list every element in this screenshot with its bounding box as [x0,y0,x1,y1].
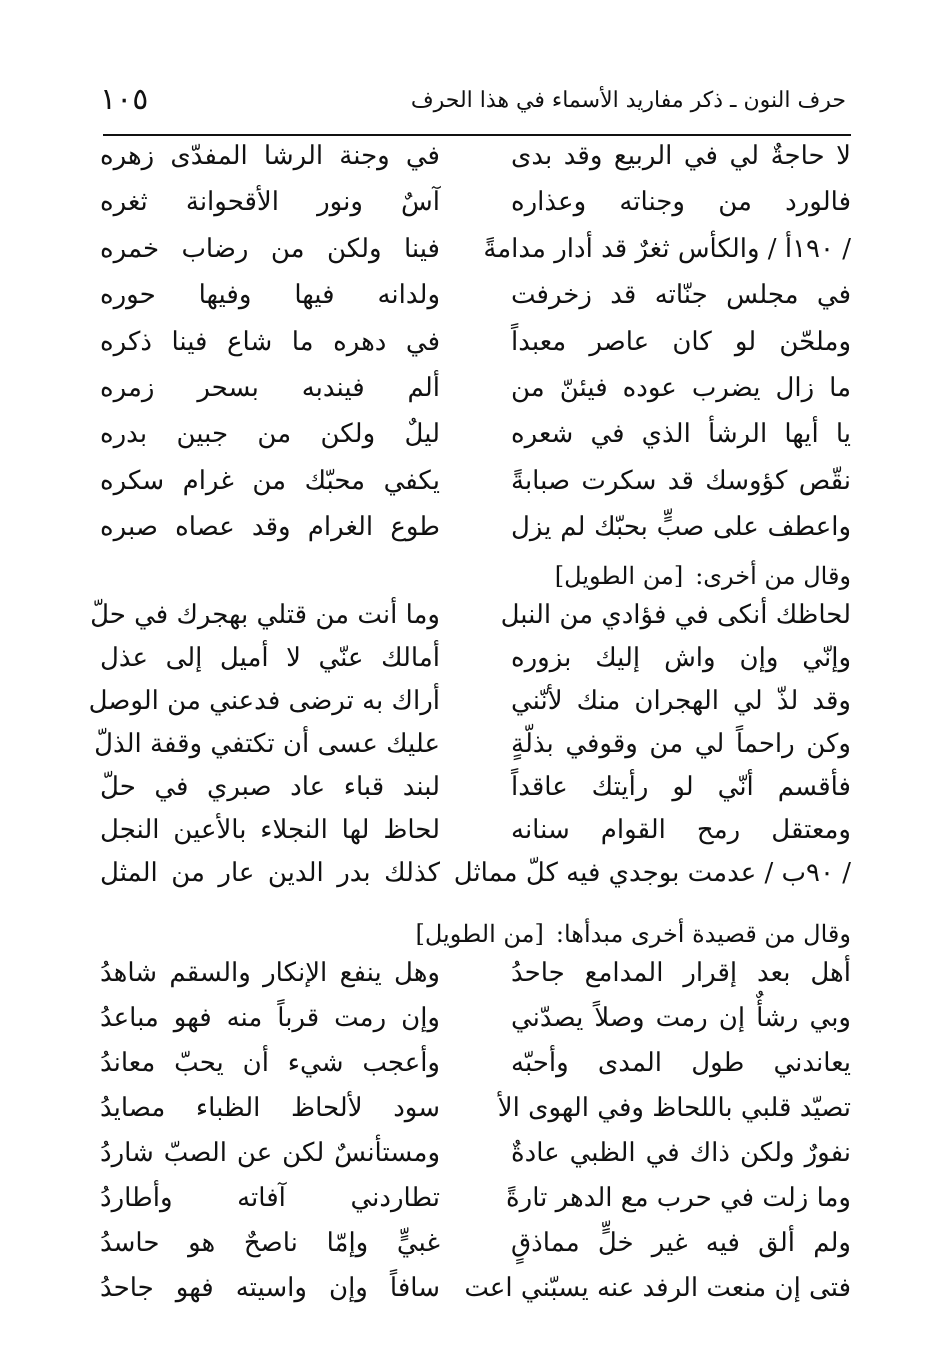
hemistich-right: نقّص كؤوسك قد سكرت صبابةً [511,465,851,496]
hemistich-left: وما أنت من قتلي بهجرك في حلّ [90,600,440,630]
couplet [100,465,851,514]
hemistich-right: أهل بعد إقرار المدامع جاحدُ [511,958,851,988]
couplet [100,282,851,328]
hemistich-left: فينا ولكن من رضاب خمره [100,233,440,264]
hemistich-right: ولم ألق فيه غير خلٍّ مماذقٍ [511,1228,851,1258]
hemistich-left: ألم فيندبه بسحر زمره [100,372,440,403]
hemistich-left: عليك عسى أن تكتفي وقفة الذلّ [94,729,440,759]
couplet [100,1095,851,1140]
couplet [100,1230,851,1275]
hemistich-left: آسٌ ونور الأقحوانة ثغره [100,187,440,218]
hemistich-left: ليلٌ ولكن من جبين بدره [100,419,440,450]
hemistich-left: تطاردني آفاته وأطاردُ [100,1183,440,1213]
hemistich-right: واعطف على صبٍّ بحبّك لم يزل [511,512,851,543]
couplet [90,600,851,645]
couplet [100,645,851,688]
poem-intro [415,920,851,948]
couplet [100,860,851,903]
hemistich-right: وقد لذّ لي الهجران منك لأنّني [511,686,851,716]
poem-1 [100,143,851,561]
hemistich-right: فالورد من وجناته وعذاره [511,187,851,218]
couplet [100,514,851,560]
couplet [100,817,851,860]
intro-text: وقال من أخرى: [695,562,851,590]
hemistich-left: لبند قباء عاد صبري في حلّ [100,772,440,802]
hemistich-right: فأقسم أنّي لو رأيتك عاقداً [511,772,851,802]
hemistich-left: غبيٍّ وإمّا ناصحٌ هو حاسدُ [100,1228,440,1258]
hemistich-left: كذلك بدر الدين عار من المثل [100,858,440,888]
couplet [100,326,851,375]
poem-3 [100,960,851,1320]
hemistich-right: وملحّن لو كان عاصر معبداً [511,326,851,357]
couplet [94,729,851,774]
couplet [88,686,851,731]
hemistich-left: وهل ينفع الإنكار والسقم شاهدُ [100,958,440,988]
running-title: حرف النون ـ ذكر مفاريد الأسماء في هذا الحرف [410,88,846,113]
couplet [100,1275,851,1320]
meter-label: [من الطويل] [415,920,544,948]
hemistich-right: في مجلس جنّاته قد زخرفت [511,280,851,311]
hemistich-right: / ١٩٠أ / والكأس ثغرٌ قد أدار مدامةً [483,233,851,264]
poem-2 [88,600,851,902]
hemistich-right: ومعتقل رمح القوام سنانه [511,815,851,845]
hemistich-left: طوع الغرام وقد عصاه صبره [100,512,440,543]
hemistich-left: في وجنة الرشا المفدّى زهره [100,141,440,171]
poem-intro [555,562,851,590]
hemistich-left: أراك به ترضى فدعني من الوصل [88,686,440,716]
couplet [100,421,851,467]
hemistich-right: فتى إن منعت الرفد عنه يسبّني اعت [464,1273,851,1303]
couplet [100,1140,851,1185]
couplet [100,1050,851,1095]
hemistich-left: يكفي محبّك من غرام سكره [100,465,440,496]
couplet [100,233,851,282]
hemistich-right: تصيّد قلبي باللحاظ وفي الهوى الأ [497,1093,851,1123]
hemistich-left: أمالك عنّي لا أميل إلى عذل [100,643,440,673]
hemistich-right: يا أيها الرشأ الذي في شعره [511,419,851,450]
hemistich-left: لحاظ لها النجلاء بالأعين النجل [100,815,440,845]
couplet [100,189,851,235]
hemistich-left: وإن رمت قرباً منه فهو مباعدُ [100,1003,440,1033]
hemistich-right: يعاندني طول المدى وأحبّه [511,1048,851,1078]
couplet [100,372,851,421]
hemistich-left: وأعجب شيء أن يحبّ معاندُ [100,1048,440,1078]
hemistich-right: ما زال يضرب عوده فيئنّ من [511,372,851,403]
hemistich-left: ومستأنسٌ لكن عن الصبّ شاردُ [100,1138,440,1168]
couplet [100,1185,851,1230]
hemistich-right: لحاظك أنكى في فؤادي من النبل [500,600,851,630]
header-rule [103,134,851,136]
hemistich-left: سود لألحاظ الظباء مصايدُ [100,1093,440,1123]
page-header [100,82,846,122]
couplet [100,1005,851,1050]
hemistich-left: في دهره ما شاع فينا ذكره [100,326,440,357]
couplet [100,960,851,1005]
meter-label: [من الطويل] [554,562,684,590]
hemistich-right: وكن راحماً لي من وقوفي بذلّةٍ [511,729,851,759]
hemistich-right: لا حاجةٌ لي في الربيع وقد بدى [511,141,851,171]
hemistich-left: سافاً وإن واسيته فهو جاحدُ [100,1273,440,1303]
couplet [100,143,851,189]
hemistich-left: ولدانه فيها وفيها حوره [100,280,440,311]
hemistich-right: وإنّي وإن واش إليك بزوره [511,643,851,673]
hemistich-right: / ٩٠ب / عدمت بوجدي فيه كلّ مماثل [453,858,851,888]
hemistich-right: نفورٌ ولكن ذاك في الظبي عادةٌ [511,1138,851,1168]
intro-text: وقال من قصيدة أخرى مبدأها: [555,920,851,948]
hemistich-right: وبي رشأٌ إن رمت وصلاً يصدّني [511,1003,851,1033]
hemistich-right: وما زلت في حرب مع الدهر تارةً [506,1183,851,1213]
couplet [100,774,851,817]
page-number: ١٠٥ [100,82,149,117]
